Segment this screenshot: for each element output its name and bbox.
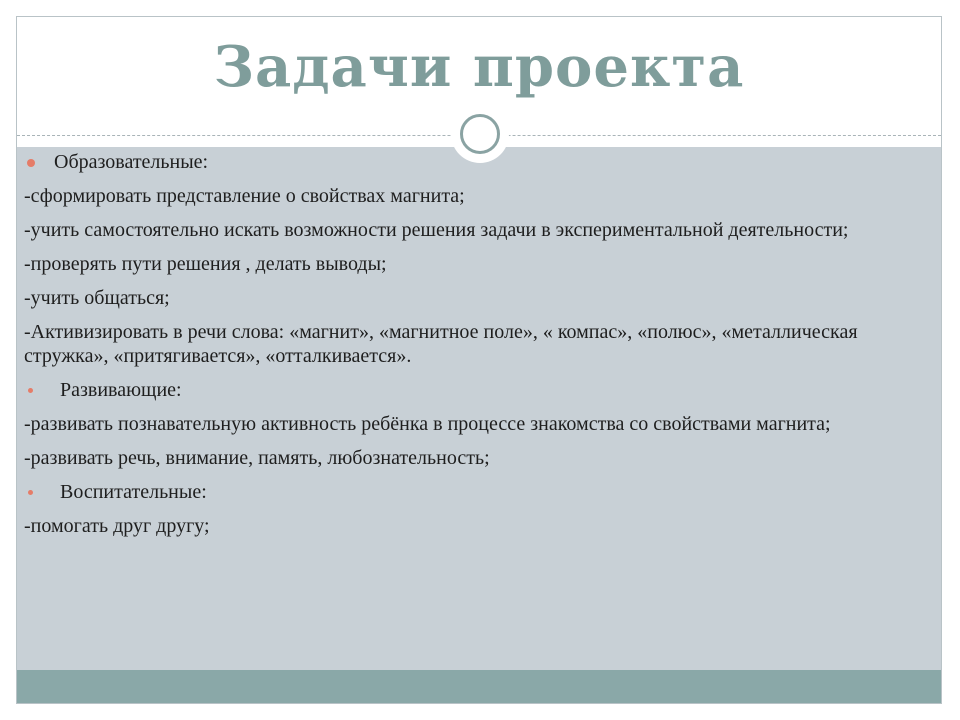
list-item: -развивать познавательную активность ребёнка в процессе знакомства со свойствами магнита; [24, 413, 831, 435]
list-item-bullet [24, 480, 904, 504]
list-item: -помогать друг другу; [24, 515, 210, 537]
bullet-dot-icon [27, 159, 35, 167]
circle-ring-inner [460, 114, 500, 154]
slide-content [24, 150, 904, 548]
slide-title: Задачи проекта [213, 34, 745, 100]
bullet-dot-icon [28, 388, 33, 393]
section-heading: Развивающие: [60, 379, 182, 401]
bullet-dot-icon [28, 490, 33, 495]
footer-bar [17, 670, 941, 703]
section-heading: Воспитательные: [60, 481, 207, 503]
list-item: -развивать речь, внимание, память, любознательность; [24, 447, 490, 469]
list-item: -проверять пути решения , делать выводы; [24, 253, 387, 275]
list-item-bullet [24, 378, 904, 402]
list-item-bullet [24, 150, 904, 174]
list-item: -учить самостоятельно искать возможности решения задачи в экспериментальной деятельности; [24, 219, 849, 241]
list-item: -Активизировать в речи слова: «магнит», «магнитное поле», « компас», «полюс», «металлическая стружка», «притягивается», «отталкивается». [24, 321, 858, 367]
list-item: -учить общаться; [24, 287, 170, 309]
list-item: -сформировать представление о свойствах магнита; [24, 185, 465, 207]
section-heading: Образовательные: [54, 151, 209, 173]
